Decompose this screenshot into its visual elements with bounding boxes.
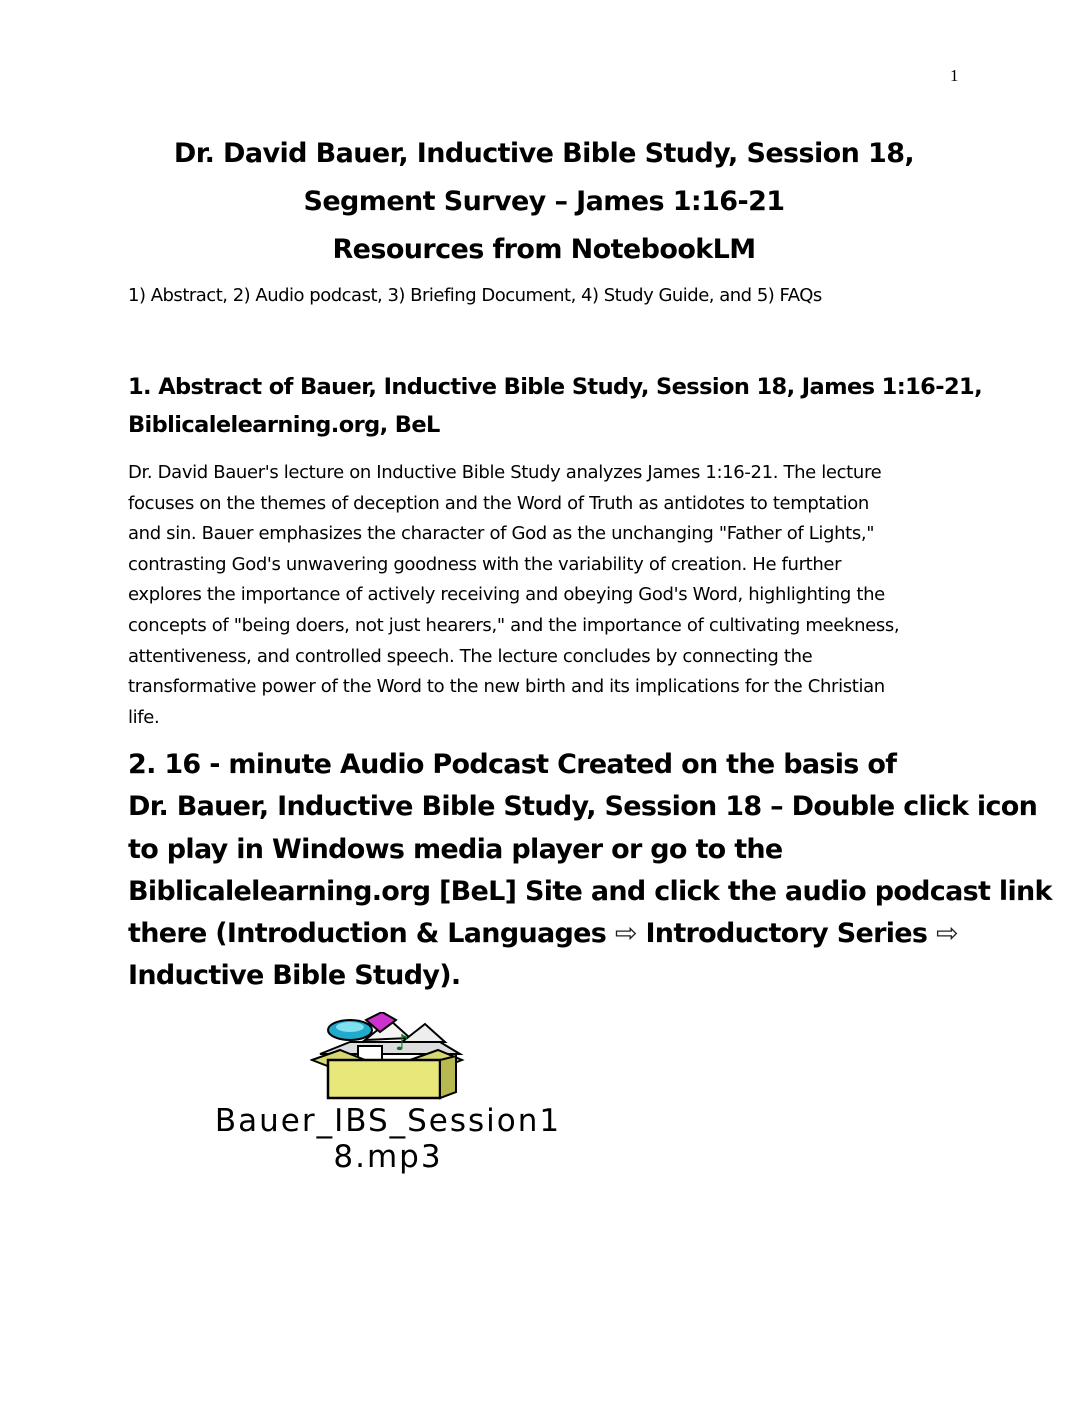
audio-filename-line-1: Bauer_IBS_Session1: [214, 1103, 562, 1139]
audio-podcast-heading: [128, 744, 1052, 998]
podcast-heading-line-4: Biblicalelearning.org [BeL] Site and click the audio podcast link: [128, 875, 1052, 907]
document-title: [100, 130, 988, 274]
title-line-1: Dr. David Bauer, Inductive Bible Study, Session 18,: [173, 138, 915, 169]
audio-file-label[interactable]: [133, 1103, 643, 1175]
abstract-line: explores the importance of actively receiving and obeying God's Word, highlighting the: [128, 584, 885, 606]
podcast-heading-line-5a: there (Introduction & Languages: [128, 918, 607, 950]
abstract-line: Dr. David Bauer's lecture on Inductive Bible Study analyzes James 1:16-21. The lecture: [128, 462, 882, 483]
podcast-heading-line-2: Dr. Bauer, Inductive Bible Study, Session 18 – Double click icon: [128, 791, 1038, 823]
abstract-line: concepts of "being doers, not just hearers," and the importance of cultivating meekness,: [128, 614, 900, 636]
abstract-line: and sin. Bauer emphasizes the character of God as the unchanging "Father of Lights,": [128, 523, 875, 545]
abstract-line: attentiveness, and controlled speech. The lecture concludes by connecting the: [128, 645, 813, 667]
abstract-line: life.: [128, 706, 160, 728]
abstract-heading: [128, 368, 983, 444]
podcast-heading-line-1: 2. 16 - minute Audio Podcast Created on the basis of: [128, 749, 897, 780]
podcast-heading-line-5: [128, 913, 988, 955]
abstract-line: focuses on the themes of deception and the Word of Truth as antidotes to temptation: [128, 492, 869, 514]
abstract-body: [128, 458, 968, 733]
podcast-heading-line-3: to play in Windows media player or go to the: [128, 833, 783, 865]
abstract-line: contrasting God's unwavering goodness with the variability of creation. He further: [128, 553, 842, 575]
podcast-heading-line-6: Inductive Bible Study).: [128, 960, 461, 992]
abstract-heading-line-2: Biblicalelearning.org, BeL: [128, 412, 440, 438]
svg-text:♪: ♪: [395, 1031, 410, 1056]
title-line-3: Resources from NotebookLM: [332, 234, 756, 265]
page-number: 1: [950, 66, 959, 85]
title-line-2: Segment Survey – James 1:16-21: [303, 186, 785, 217]
right-arrow-icon: ⇨: [935, 918, 958, 950]
audio-filename-line-2: 8.mp3: [333, 1139, 443, 1175]
right-arrow-icon: ⇨: [614, 918, 637, 950]
podcast-heading-line-5b: Introductory Series: [645, 918, 928, 950]
resources-list: 1) Abstract, 2) Audio podcast, 3) Briefing Document, 4) Study Guide, and 5) FAQs: [128, 285, 822, 306]
package-icon[interactable]: [310, 1012, 470, 1102]
abstract-line: transformative power of the Word to the new birth and its implications for the Christian: [128, 676, 885, 698]
abstract-heading-line-1: 1. Abstract of Bauer, Inductive Bible Study, Session 18, James 1:16-21,: [128, 374, 983, 400]
